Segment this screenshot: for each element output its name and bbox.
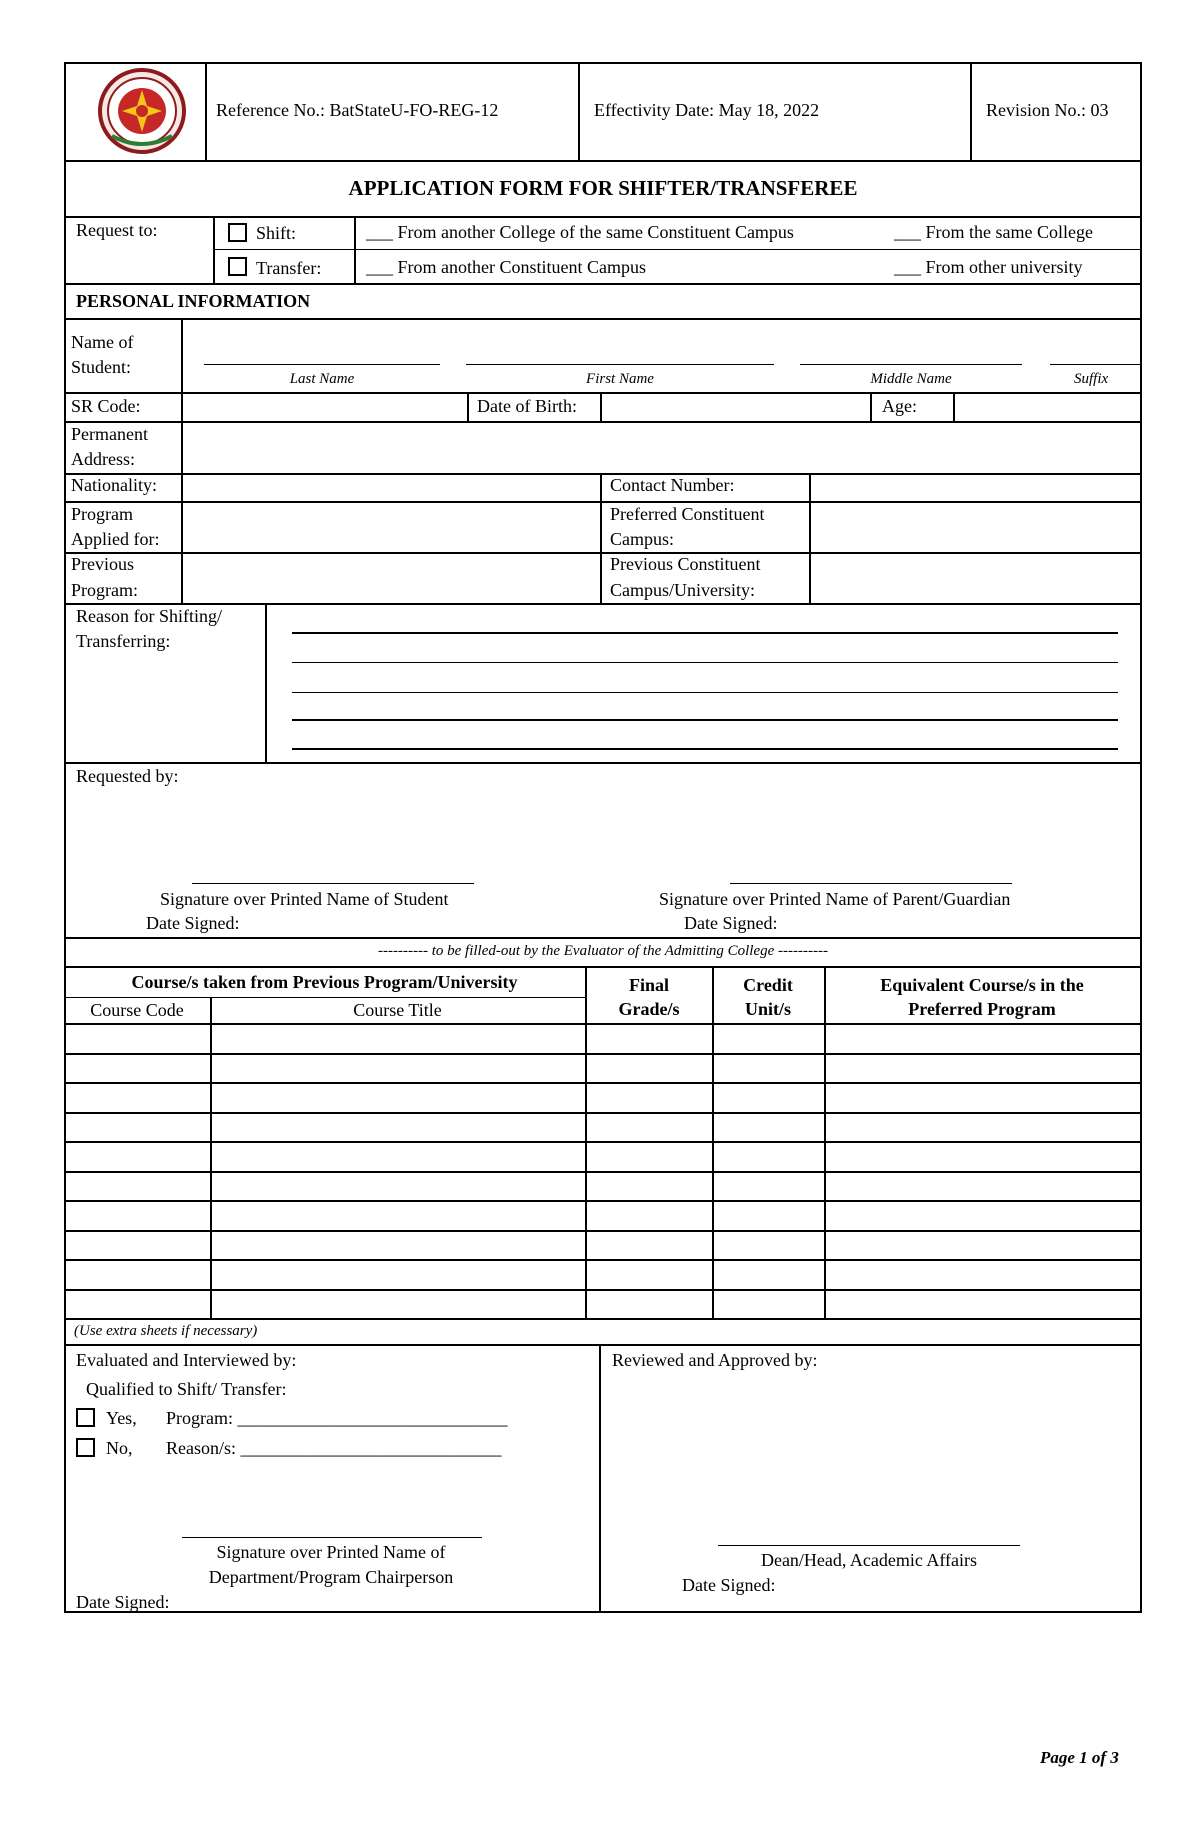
- evaluator-note: ---------- to be filled-out by the Evaluator of the Admitting College ----------: [378, 943, 828, 959]
- preferred-campus-input[interactable]: [812, 503, 1139, 551]
- permanent-address-input[interactable]: [184, 423, 1139, 472]
- transfer-label: Transfer:: [256, 258, 322, 278]
- program-field[interactable]: Program: ______________________________: [166, 1408, 508, 1428]
- course-code-cell[interactable]: [66, 1232, 210, 1259]
- program-applied-label-2: Applied for:: [71, 529, 160, 549]
- course-code-cell[interactable]: [66, 1084, 210, 1111]
- program-applied-label: Program: [71, 504, 133, 524]
- sr-code-label: SR Code:: [71, 396, 141, 416]
- equivalent-course-cell[interactable]: [826, 1173, 1139, 1200]
- shift-checkbox[interactable]: [228, 223, 247, 242]
- transfer-option-other-university[interactable]: ___ From other university: [894, 257, 1083, 277]
- contact-number-input[interactable]: [812, 475, 1139, 500]
- course-title-cell[interactable]: [212, 1173, 585, 1200]
- final-grade-cell[interactable]: [587, 1114, 712, 1141]
- final-grade-cell[interactable]: [587, 1261, 712, 1288]
- requested-by-label: Requested by:: [76, 766, 179, 786]
- extra-sheets-note: (Use extra sheets if necessary): [74, 1323, 258, 1339]
- reason-label-2: Transferring:: [76, 631, 171, 651]
- credit-units-cell[interactable]: [714, 1055, 824, 1082]
- sr-code-input[interactable]: [184, 394, 466, 420]
- course-code-cell[interactable]: [66, 1143, 210, 1170]
- middle-name-field[interactable]: Middle Name: [870, 371, 952, 387]
- final-grade-cell[interactable]: [587, 1084, 712, 1111]
- suffix-field[interactable]: Suffix: [1074, 371, 1109, 387]
- previous-program-input[interactable]: [184, 554, 598, 602]
- no-label: No,: [106, 1438, 133, 1458]
- course-code-cell[interactable]: [66, 1055, 210, 1082]
- equivalent-course-cell[interactable]: [826, 1202, 1139, 1229]
- preferred-campus-label: Preferred Constituent: [610, 504, 765, 524]
- chairperson-date-signed[interactable]: Date Signed:: [76, 1592, 170, 1612]
- preferred-campus-label-2: Campus:: [610, 529, 675, 549]
- credit-units-cell[interactable]: [714, 1173, 824, 1200]
- equivalent-course-cell[interactable]: [826, 1114, 1139, 1141]
- credit-units-cell[interactable]: [714, 1261, 824, 1288]
- last-name-field[interactable]: Last Name: [289, 371, 355, 387]
- credit-units-cell[interactable]: [714, 1202, 824, 1229]
- course-title-cell[interactable]: [212, 1084, 585, 1111]
- yes-label: Yes,: [106, 1408, 137, 1428]
- request-to-label: Request to:: [76, 220, 158, 240]
- program-applied-input[interactable]: [184, 503, 598, 551]
- first-name-field[interactable]: First Name: [586, 371, 654, 387]
- shift-option-same-college[interactable]: ___ From the same College: [894, 222, 1093, 242]
- course-title-cell[interactable]: [212, 1143, 585, 1170]
- equivalent-course-cell[interactable]: [826, 1143, 1139, 1170]
- date-of-birth-input[interactable]: [603, 394, 869, 420]
- nationality-label: Nationality:: [71, 475, 157, 495]
- permanent-address-label: Permanent: [71, 424, 148, 444]
- previous-campus-label-2: Campus/University:: [610, 580, 755, 600]
- equivalent-course-cell[interactable]: [826, 1084, 1139, 1111]
- course-code-cell[interactable]: [66, 1202, 210, 1229]
- previous-program-label: Previous: [71, 554, 134, 574]
- transfer-checkbox[interactable]: [228, 257, 247, 276]
- reasons-field[interactable]: Reason/s: _____________________________: [166, 1438, 502, 1458]
- equivalent-course-cell[interactable]: [826, 1025, 1139, 1052]
- course-code-cell[interactable]: [66, 1114, 210, 1141]
- permanent-address-label-2: Address:: [71, 449, 135, 469]
- nationality-input[interactable]: [184, 475, 598, 500]
- course-title-cell[interactable]: [212, 1291, 585, 1318]
- final-grade-cell[interactable]: [587, 1143, 712, 1170]
- final-grade-cell[interactable]: [587, 1055, 712, 1082]
- course-title-cell[interactable]: [212, 1202, 585, 1229]
- final-grade-cell[interactable]: [587, 1232, 712, 1259]
- credit-units-cell[interactable]: [714, 1114, 824, 1141]
- personal-information-heading: PERSONAL INFORMATION: [76, 291, 311, 311]
- course-title-cell[interactable]: [212, 1025, 585, 1052]
- transfer-option-other-campus[interactable]: ___ From another Constituent Campus: [366, 257, 646, 277]
- previous-campus-input[interactable]: [812, 554, 1139, 602]
- final-grade-cell[interactable]: [587, 1202, 712, 1229]
- reason-input[interactable]: [268, 606, 1138, 760]
- page-number: Page 1 of 3: [1040, 1748, 1119, 1767]
- age-input[interactable]: [956, 394, 1139, 420]
- age-label: Age:: [882, 396, 917, 416]
- parent-date-signed[interactable]: Date Signed:: [684, 913, 778, 933]
- date-of-birth-label: Date of Birth:: [477, 396, 577, 416]
- col-course-title: Course Title: [353, 1000, 442, 1020]
- credit-units-cell[interactable]: [714, 1084, 824, 1111]
- course-code-cell[interactable]: [66, 1025, 210, 1052]
- equivalent-course-cell[interactable]: [826, 1055, 1139, 1082]
- course-code-cell[interactable]: [66, 1291, 210, 1318]
- col-course-code: Course Code: [90, 1000, 184, 1020]
- course-code-cell[interactable]: [66, 1173, 210, 1200]
- course-code-cell[interactable]: [66, 1261, 210, 1288]
- final-grade-cell[interactable]: [587, 1291, 712, 1318]
- yes-checkbox[interactable]: [76, 1408, 95, 1427]
- equivalent-course-cell[interactable]: [826, 1261, 1139, 1288]
- credit-units-cell[interactable]: [714, 1291, 824, 1318]
- parent-signature-line[interactable]: Signature over Printed Name of Parent/Guardian: [659, 889, 1011, 909]
- reason-label: Reason for Shifting/: [76, 606, 222, 626]
- evaluated-by-label: Evaluated and Interviewed by:: [76, 1350, 297, 1370]
- dean-signature-line[interactable]: Dean/Head, Academic Affairs: [760, 1550, 978, 1570]
- final-grade-cell[interactable]: [587, 1025, 712, 1052]
- course-title-cell[interactable]: [212, 1055, 585, 1082]
- student-date-signed[interactable]: Date Signed:: [146, 913, 240, 933]
- shift-label: Shift:: [256, 223, 297, 243]
- final-grade-cell[interactable]: [587, 1173, 712, 1200]
- contact-number-label: Contact Number:: [610, 475, 735, 495]
- course-title-cell[interactable]: [212, 1114, 585, 1141]
- reviewed-by-label: Reviewed and Approved by:: [612, 1350, 818, 1370]
- course-title-cell[interactable]: [212, 1232, 585, 1259]
- shift-option-other-college[interactable]: ___ From another College of the same Constituent Campus: [366, 222, 794, 242]
- dean-date-signed[interactable]: Date Signed:: [682, 1575, 776, 1595]
- student-signature-line[interactable]: Signature over Printed Name of Student: [160, 889, 449, 909]
- university-seal-logo: [86, 66, 198, 156]
- credit-units-cell[interactable]: [714, 1025, 824, 1052]
- no-checkbox[interactable]: [76, 1438, 95, 1457]
- previous-courses-group-header: Course/s taken from Previous Program/University: [131, 972, 518, 992]
- previous-campus-label: Previous Constituent: [610, 554, 761, 574]
- effectivity-date: Effectivity Date: May 18, 2022: [594, 100, 820, 120]
- form-title: APPLICATION FORM FOR SHIFTER/TRANSFEREE: [348, 176, 858, 200]
- revision-number: Revision No.: 03: [986, 100, 1109, 120]
- equivalent-course-cell[interactable]: [826, 1232, 1139, 1259]
- course-title-cell[interactable]: [212, 1261, 585, 1288]
- reference-number: Reference No.: BatStateU-FO-REG-12: [216, 100, 499, 120]
- equivalent-course-cell[interactable]: [826, 1291, 1139, 1318]
- previous-program-label-2: Program:: [71, 580, 138, 600]
- credit-units-cell[interactable]: [714, 1232, 824, 1259]
- credit-units-cell[interactable]: [714, 1143, 824, 1170]
- qualified-label: Qualified to Shift/ Transfer:: [86, 1379, 287, 1399]
